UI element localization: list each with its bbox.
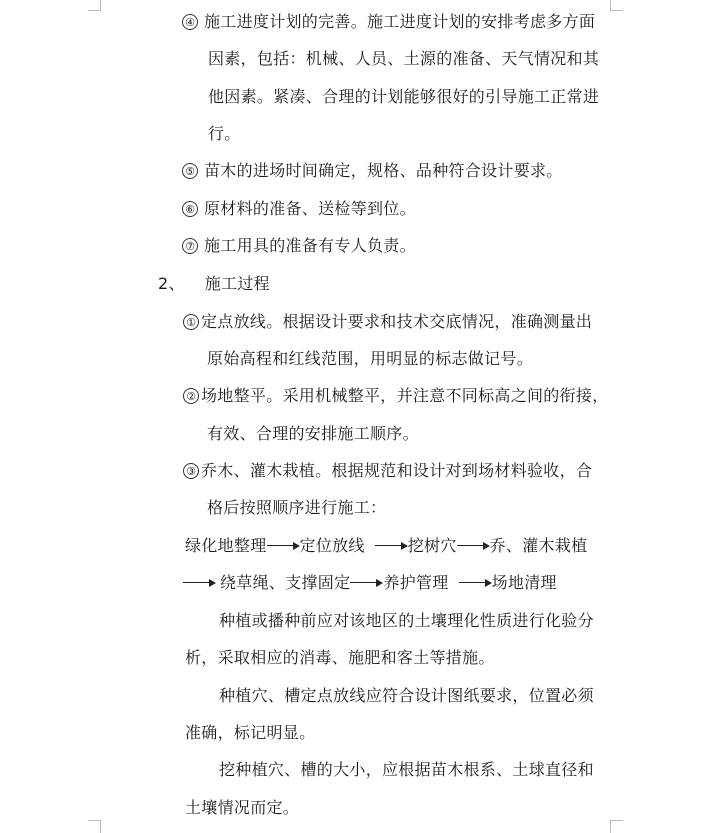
margin-corner-mark — [610, 820, 623, 833]
item-number-4: ④ — [182, 14, 198, 30]
step-item-1 — [183, 312, 592, 332]
item-number-5: ⑤ — [182, 163, 198, 179]
flow-step: 定位放线 — [299, 536, 365, 555]
step-item-3 — [183, 461, 592, 481]
list-item-5 — [182, 161, 563, 181]
flow-step: 养护管理 — [383, 573, 449, 592]
paragraph-line: 土壤情况而定。 — [185, 798, 300, 817]
item-text: 苗木的进场时间确定，规格、品种符合设计要求。 — [204, 161, 563, 180]
step-text: 乔木、灌木栽植。根据规范和设计对到场材料验收，合 — [201, 461, 593, 480]
arrow-right-icon — [183, 573, 216, 593]
list-item-7 — [182, 236, 416, 256]
list-item-4 — [182, 12, 595, 32]
paragraph-line: 挖种植穴、槽的大小，应根据苗木根系、土球直径和 — [219, 760, 594, 779]
item-text: 施工进度计划的完善。施工进度计划的安排考虑多方面 — [204, 12, 596, 31]
arrow-right-icon — [375, 536, 408, 556]
text-line: 原始高程和红线范围，用明显的标志做记号。 — [207, 349, 534, 368]
step-number-3: ③ — [183, 463, 199, 479]
margin-corner-mark — [610, 0, 623, 11]
step-number-2: ② — [183, 388, 199, 404]
paragraph-line: 准确，标记明显。 — [185, 723, 316, 742]
item-text: 施工用具的准备有专人负责。 — [204, 236, 416, 255]
step-item-2 — [183, 386, 609, 406]
text-line: 因素，包括：机械、人员、土源的准备、天气情况和其 — [208, 49, 600, 68]
process-flow-row-2 — [183, 573, 557, 593]
text-line: 格后按照顺序进行施工： — [207, 498, 387, 517]
paragraph-line: 种植或播种前应对该地区的土壤理化性质进行化验分 — [219, 611, 594, 630]
arrow-right-icon — [267, 536, 300, 556]
step-number-1: ① — [183, 314, 199, 330]
flow-step: 绕草绳、支撑固定 — [220, 573, 351, 592]
section-heading — [158, 274, 270, 294]
section-title: 施工过程 — [204, 274, 270, 293]
arrow-right-icon — [350, 573, 383, 593]
process-flow-row-1 — [185, 536, 587, 556]
item-number-7: ⑦ — [182, 238, 198, 254]
flow-step: 挖树穴 — [407, 536, 457, 555]
flow-step: 场地清理 — [491, 573, 557, 592]
text-line: 他因素。紧凑、合理的计划能够很好的引导施工正常进 — [208, 87, 600, 106]
section-number: 2、 — [158, 274, 185, 293]
paragraph-line: 种植穴、槽定点放线应符合设计图纸要求，位置必须 — [219, 686, 594, 705]
text-line: 行。 — [208, 124, 241, 143]
margin-corner-mark — [88, 820, 101, 833]
step-text: 定点放线。根据设计要求和技术交底情况，准确测量出 — [201, 312, 593, 331]
item-number-6: ⑥ — [182, 201, 198, 217]
flow-step: 乔、灌木栽植 — [489, 536, 588, 555]
arrow-right-icon — [459, 573, 492, 593]
margin-corner-mark — [88, 0, 101, 11]
flow-step: 绿化地整理 — [185, 536, 267, 555]
text-line: 有效、合理的安排施工顺序。 — [207, 424, 419, 443]
paragraph-line: 析，采取相应的消毒、施肥和客土等措施。 — [185, 648, 495, 667]
step-text: 场地整平。采用机械整平，并注意不同标高之间的衔接， — [201, 386, 609, 405]
arrow-right-icon — [457, 536, 490, 556]
item-text: 原材料的准备、送检等到位。 — [204, 199, 416, 218]
list-item-6 — [182, 199, 416, 219]
